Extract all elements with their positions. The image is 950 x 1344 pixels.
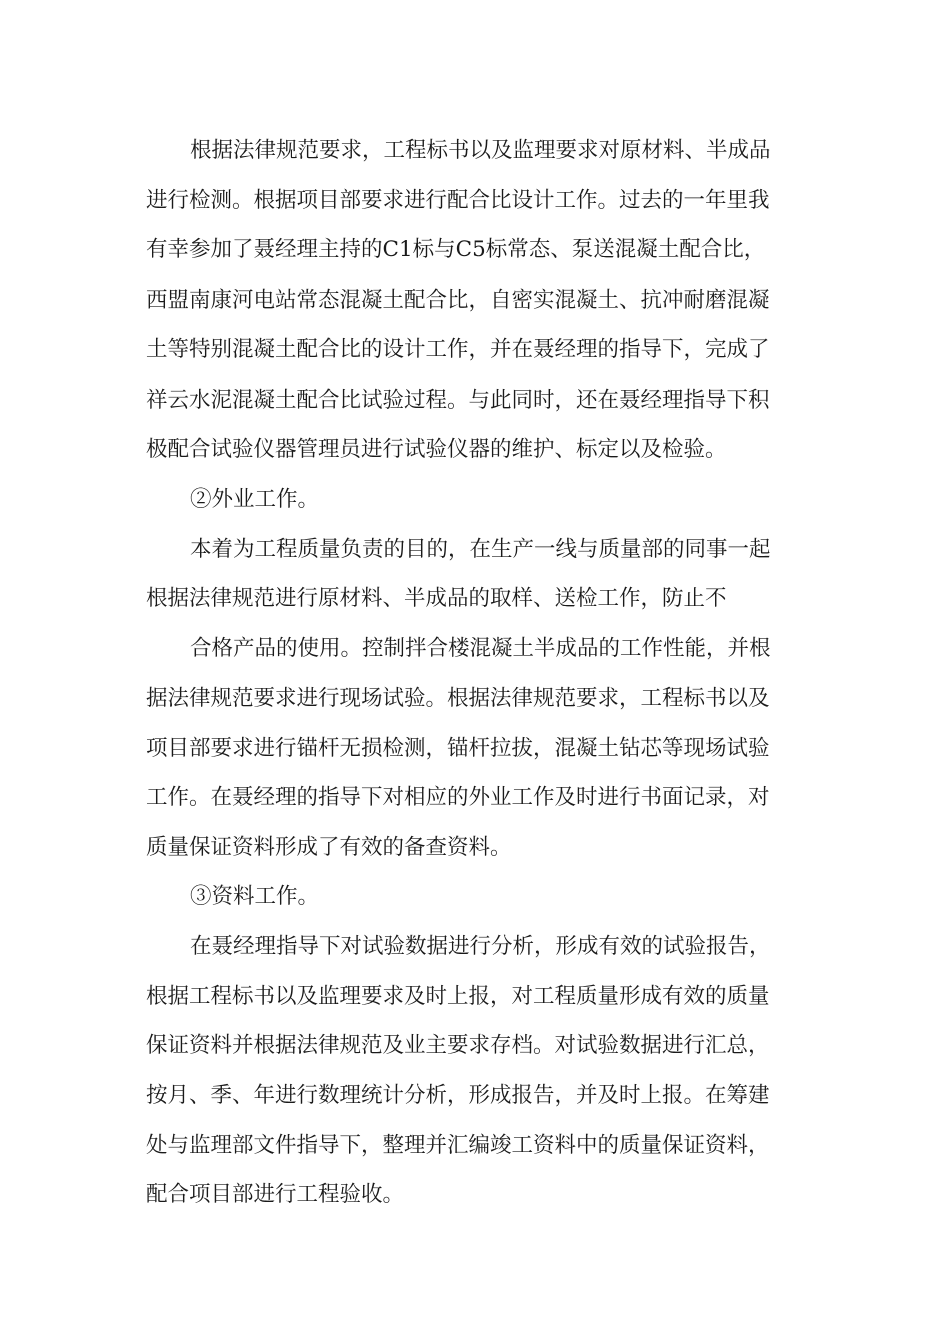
text-line: 本着为工程质量负责的目的，在生产一线与质量部的同事一起 [190, 537, 771, 562]
section-heading-documents: ③资料工作。 [190, 884, 320, 909]
text-line: 处与监理部文件指导下，整理并汇编竣工资料中的质量保证资料， [146, 1133, 770, 1158]
text-line: 根据工程标书以及监理要求及时上报，对工程质量形成有效的质量 [146, 984, 770, 1009]
text-line: 有幸参加了聂经理主持的C1标与C5标常态、泵送混凝土配合比， [146, 237, 766, 262]
text-line: 根据法律规范要求，工程标书以及监理要求对原材料、半成品 [190, 138, 771, 163]
text-line: 进行检测。根据项目部要求进行配合比设计工作。过去的一年里我 [146, 188, 770, 213]
text-line: 根据法律规范进行原材料、半成品的取样、送检工作，防止不 [146, 586, 727, 611]
section-heading-fieldwork: ②外业工作。 [190, 487, 320, 512]
text-line: 西盟南康河电站常态混凝土配合比，自密实混凝土、抗冲耐磨混凝 [146, 288, 770, 313]
text-line: 工作。在聂经理的指导下对相应的外业工作及时进行书面记录，对 [146, 785, 770, 810]
text-line: 祥云水泥混凝土配合比试验过程。与此同时，还在聂经理指导下积 [146, 388, 770, 413]
text-line: 按月、季、年进行数理统计分析，形成报告，并及时上报。在筹建 [146, 1083, 770, 1108]
text-line: 在聂经理指导下对试验数据进行分析，形成有效的试验报告， [190, 934, 771, 959]
text-line: 土等特别混凝土配合比的设计工作，并在聂经理的指导下，完成了 [146, 337, 770, 362]
text-line: 极配合试验仪器管理员进行试验仪器的维护、标定以及检验。 [146, 437, 727, 462]
text-line: 配合项目部进行工程验收。 [146, 1182, 405, 1207]
text-line: 保证资料并根据法律规范及业主要求存档。对试验数据进行汇总， [146, 1033, 770, 1058]
text-line: 质量保证资料形成了有效的备查资料。 [146, 835, 512, 860]
text-line: 合格产品的使用。控制拌合楼混凝土半成品的工作性能，并根 [190, 636, 771, 661]
text-line: 项目部要求进行锚杆无损检测，锚杆拉拔，混凝土钻芯等现场试验 [146, 736, 770, 761]
text-line: 据法律规范要求进行现场试验。根据法律规范要求，工程标书以及 [146, 686, 770, 711]
